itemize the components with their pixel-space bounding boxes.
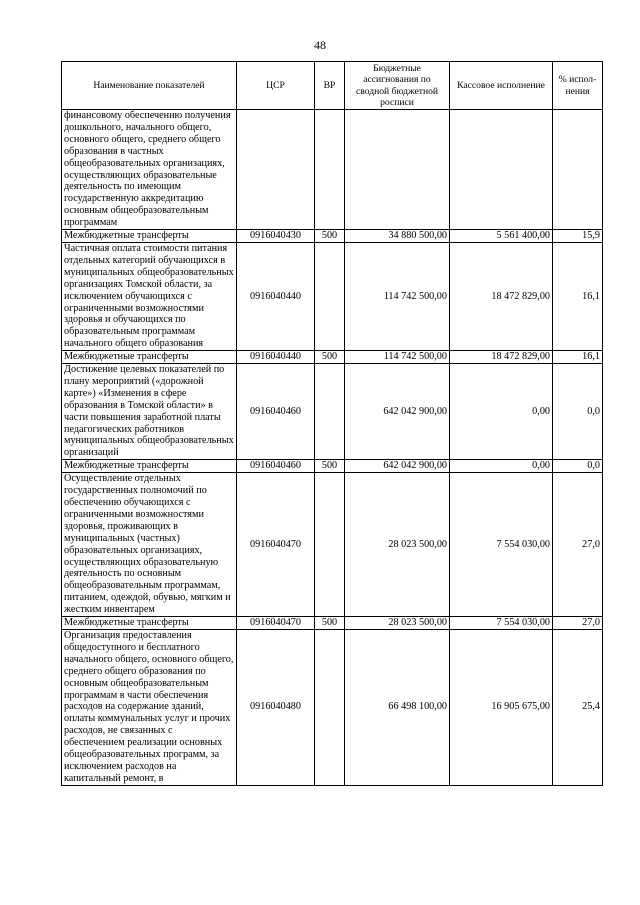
- row-assignment: 642 042 900,00: [345, 364, 450, 460]
- table-row: [62, 473, 603, 617]
- row-percent: 27,0: [553, 617, 603, 630]
- row-execution: 7 554 030,00: [450, 617, 553, 630]
- table-row: [62, 242, 603, 350]
- row-execution: 18 472 829,00: [450, 351, 553, 364]
- row-percent: 16,1: [553, 351, 603, 364]
- row-vr: [315, 473, 345, 617]
- row-csr: 0916040470: [237, 617, 315, 630]
- row-csr: 0916040460: [237, 364, 315, 460]
- row-assignment: [345, 110, 450, 230]
- row-name: Осуществление отдельных государственных полномочий по обеспечению обучающихся с ограниченными возможностями здоровья, проживающих в муниципальных (частных) образовательных организациях, осуществляющих образовательную деятельность по основным общеобразовательным программам, питанием, одеждой, обувью, мягким и жестким инвентарем: [62, 473, 237, 617]
- row-percent: 27,0: [553, 473, 603, 617]
- row-csr: [237, 110, 315, 230]
- page-number: 48: [314, 38, 326, 52]
- row-execution: 18 472 829,00: [450, 242, 553, 350]
- row-execution: [450, 110, 553, 230]
- row-csr: 0916040470: [237, 473, 315, 617]
- col-header-execution: Кассовое исполнение: [450, 62, 553, 110]
- row-name: Межбюджетные трансферты: [62, 351, 237, 364]
- table-header-row: [62, 62, 603, 110]
- table-row: [62, 617, 603, 630]
- row-vr: 500: [315, 230, 345, 243]
- row-vr: 500: [315, 351, 345, 364]
- row-percent: 0,0: [553, 460, 603, 473]
- table-row: [62, 351, 603, 364]
- row-csr: 0916040440: [237, 351, 315, 364]
- row-vr: 500: [315, 460, 345, 473]
- row-percent: 15,9: [553, 230, 603, 243]
- row-assignment: 642 042 900,00: [345, 460, 450, 473]
- row-assignment: 34 880 500,00: [345, 230, 450, 243]
- col-header-csr: ЦСР: [237, 62, 315, 110]
- row-vr: [315, 364, 345, 460]
- row-percent: 16,1: [553, 242, 603, 350]
- row-assignment: 114 742 500,00: [345, 242, 450, 350]
- row-vr: [315, 110, 345, 230]
- row-assignment: 28 023 500,00: [345, 473, 450, 617]
- row-assignment: 66 498 100,00: [345, 629, 450, 785]
- budget-table: [61, 61, 603, 786]
- row-execution: 0,00: [450, 364, 553, 460]
- row-name: Частичная оплата стоимости питания отдельных категорий обучающихся в муниципальных общеобразовательных организациях Томской области, за исключением обучающихся с ограниченными возможностями здоровья и обучающихся по образовательным программам начального общего образования: [62, 242, 237, 350]
- row-name: Достижение целевых показателей по плану мероприятий («дорожной карте») «Изменения в сфере образования в Томской области» в части повышения заработной платы педагогических работников муниципальных общеобразовательных организаций: [62, 364, 237, 460]
- row-percent: 0,0: [553, 364, 603, 460]
- table-row: [62, 629, 603, 785]
- col-header-vr: ВР: [315, 62, 345, 110]
- row-csr: 0916040440: [237, 242, 315, 350]
- table-row: [62, 110, 603, 230]
- row-execution: 5 561 400,00: [450, 230, 553, 243]
- row-execution: 0,00: [450, 460, 553, 473]
- col-header-name: Наименование показателей: [62, 62, 237, 110]
- row-percent: 25,4: [553, 629, 603, 785]
- row-csr: 0916040430: [237, 230, 315, 243]
- row-name: Межбюджетные трансферты: [62, 230, 237, 243]
- row-name: Организация предоставления общедоступного и бесплатного начального общего, основного общего, среднего общего образования по основным общеобразовательным программам в части обеспечения расходов на содержание зданий, оплаты коммунальных услуг и прочих расходов, не связанных с обеспечением реализации основных общеобразовательных программ, за исключением расходов на капитальный ремонт, в: [62, 629, 237, 785]
- row-name: Межбюджетные трансферты: [62, 460, 237, 473]
- row-assignment: 114 742 500,00: [345, 351, 450, 364]
- row-execution: 16 905 675,00: [450, 629, 553, 785]
- row-vr: [315, 629, 345, 785]
- table-row: [62, 364, 603, 460]
- table-row: [62, 230, 603, 243]
- row-percent: [553, 110, 603, 230]
- row-vr: [315, 242, 345, 350]
- row-execution: 7 554 030,00: [450, 473, 553, 617]
- row-name: финансовому обеспечению получения дошкольного, начального общего, основного общего, среднего общего образования в частных общеобразовательных организациях, осуществляющих образовательные деятельность по имеющим государственную аккредитацию основным общеобразовательным программам: [62, 110, 237, 230]
- row-csr: 0916040460: [237, 460, 315, 473]
- table-row: [62, 460, 603, 473]
- row-name: Межбюджетные трансферты: [62, 617, 237, 630]
- col-header-assignments: Бюджетные ассигнования по сводной бюджетной росписи: [345, 62, 450, 110]
- row-csr: 0916040480: [237, 629, 315, 785]
- row-vr: 500: [315, 617, 345, 630]
- row-assignment: 28 023 500,00: [345, 617, 450, 630]
- col-header-percent: % испол-нения: [553, 62, 603, 110]
